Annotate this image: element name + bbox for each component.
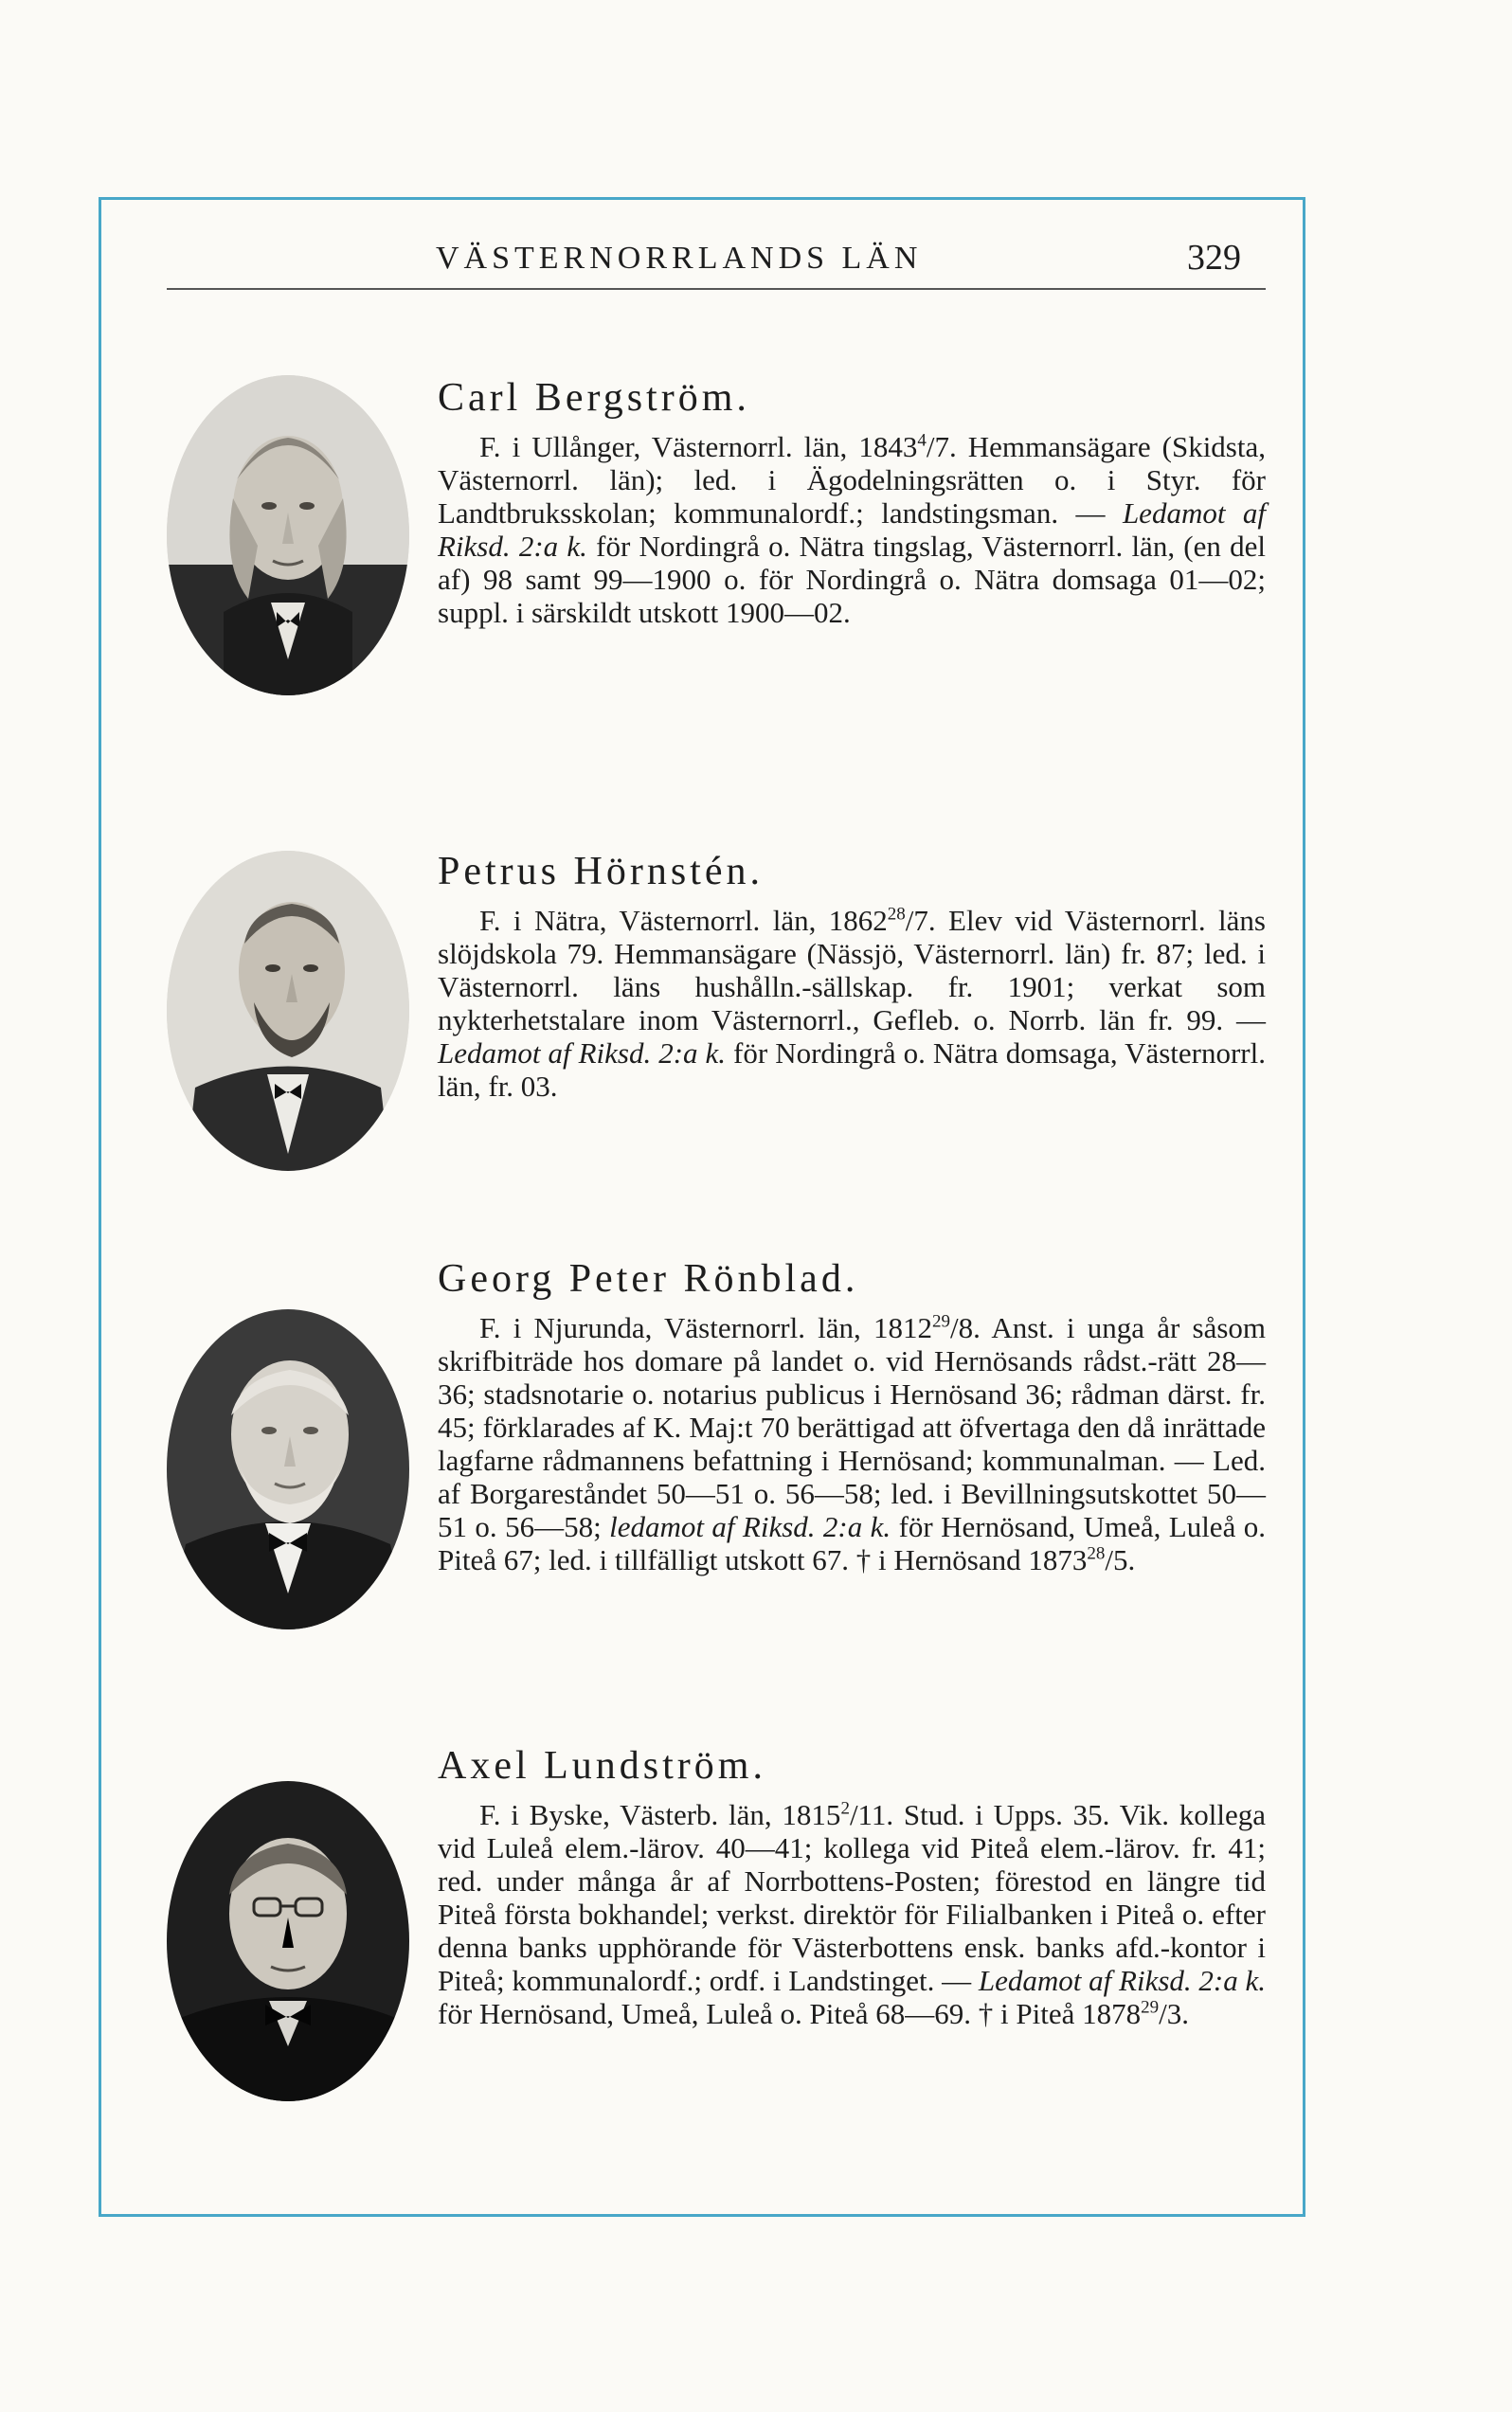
page-number: 329 (1187, 238, 1241, 278)
entry-carl-bergstrom (167, 375, 1266, 716)
entry-axel-lundstrom (167, 1743, 1266, 2141)
entry-name: Carl Bergström. (438, 376, 750, 420)
entry-bio (438, 1798, 1266, 2030)
portrait-photo-icon (167, 1309, 409, 1629)
riksdag-title-italic: Ledamot af Riksd. 2:a k. (438, 496, 1266, 563)
riksdag-title-italic: Ledamot af Riksd. 2:a k. (438, 1036, 727, 1070)
date-superscript: 29 (1141, 1997, 1160, 2018)
bio-text-run: /3. (1159, 1997, 1189, 2030)
riksdag-title-italic: ledamot af Riksd. 2:a k. (609, 1510, 891, 1543)
bio-text-run: F. i Njurunda, Västernorrl. län, 1812 (479, 1311, 933, 1344)
entry-bio (438, 1311, 1266, 1576)
bio-text-run: F. i Ullånger, Västernorrl. län, 1843 (479, 430, 918, 463)
date-superscript: 4 (917, 430, 927, 451)
portrait-photo-icon (167, 375, 409, 695)
entry-petrus-hornsten (167, 849, 1266, 1190)
running-header (167, 224, 1266, 290)
portrait-photo-icon (167, 1781, 409, 2101)
date-superscript: 29 (932, 1311, 951, 1332)
entry-bio (438, 430, 1266, 629)
bio-text-run: för Nordingrå o. Nätra tingslag, Västernorrl. län, (en del af) 98 samt 99—1900 o. för Nordingrå o. Nätra domsaga 01—02; suppl. i särskildt utskott 1900—02. (438, 530, 1266, 629)
bio-text-run: F. i Byske, Västerb. län, 1815 (479, 1798, 841, 1831)
bio-text-run: F. i Nätra, Västernorrl. län, 1862 (479, 904, 888, 937)
entry-bio (438, 904, 1266, 1103)
bio-text-run: /5. (1105, 1543, 1136, 1576)
entry-georg-peter-ronblad (167, 1256, 1266, 1692)
date-superscript: 28 (1087, 1543, 1106, 1564)
riksdag-title-italic: Ledamot af Riksd. 2:a k. (978, 1964, 1266, 1997)
bio-text-run: /7. Hemmansägare (Skidsta, Västernorrl. län); led. i Ägodelningsrätten o. i Styr. för Landtbruksskolan; kommunalordf.; landstingsman. — (438, 430, 1266, 530)
date-superscript: 2 (840, 1798, 850, 1819)
entry-name: Petrus Hörnstén. (438, 850, 764, 893)
date-superscript: 28 (887, 904, 906, 925)
entry-name: Georg Peter Rönblad. (438, 1257, 859, 1301)
bio-text-run: /11. Stud. i Upps. 35. Vik. kollega vid Luleå elem.-lärov. 40—41; kollega vid Piteå elem.-lärov. fr. 41; red. under många år af Norrbottens-Posten; förestod en längre tid Piteå första bokhandel; verkst. direktör för Filialbanken i Piteå o. efter denna banks upphörande för Västerbottens ensk. banks afd.-kontor i Piteå; kommunalordf.; ordf. i Landstinget. — (438, 1798, 1267, 1997)
bio-text-run: för Nordingrå o. Nätra domsaga, Västernorrl. län, fr. 03. (438, 1036, 1266, 1103)
bio-text-run: för Hernösand, Umeå, Luleå o. Piteå 68—69. † i Piteå 1878 (438, 1997, 1142, 2030)
bio-text-run: för Hernösand, Umeå, Luleå o. Piteå 67; led. i tillfälligt utskott 67. † i Hernösand 1873 (438, 1510, 1266, 1576)
portrait-photo-icon (167, 851, 409, 1171)
bio-text-run: /8. Anst. i unga år såsom skrifbiträde hos domare på landet o. vid Hernösands rådst.-rätt 28—36; stadsnotarie o. notarius publicus i Hernösand 36; rådman därst. fr. 45; förklarades af K. Maj:t 70 berättigad att öfvertaga den då inrättade lagfarne rådmannens befattning i Hernösand; kommunalman. — Led. af Borgareståndet 50—51 o. 56—58; led. i Bevillningsutskottet 50—51 o. 56—58; (438, 1311, 1267, 1543)
bio-text-run: /7. Elev vid Västernorrl. läns slöjdskola 79. Hemmansägare (Nässjö, Västernorrl. län) fr. 87; led. i Västernorrl. läns hushålln.-sällskap. fr. 1901; verkat som nykterhetstalare inom Västernorrl., Gefleb. o. Norrb. län fr. 99. — (438, 904, 1266, 1036)
running-title: VÄSTERNORRLANDS LÄN (436, 241, 923, 276)
entry-name: Axel Lundström. (438, 1744, 766, 1788)
